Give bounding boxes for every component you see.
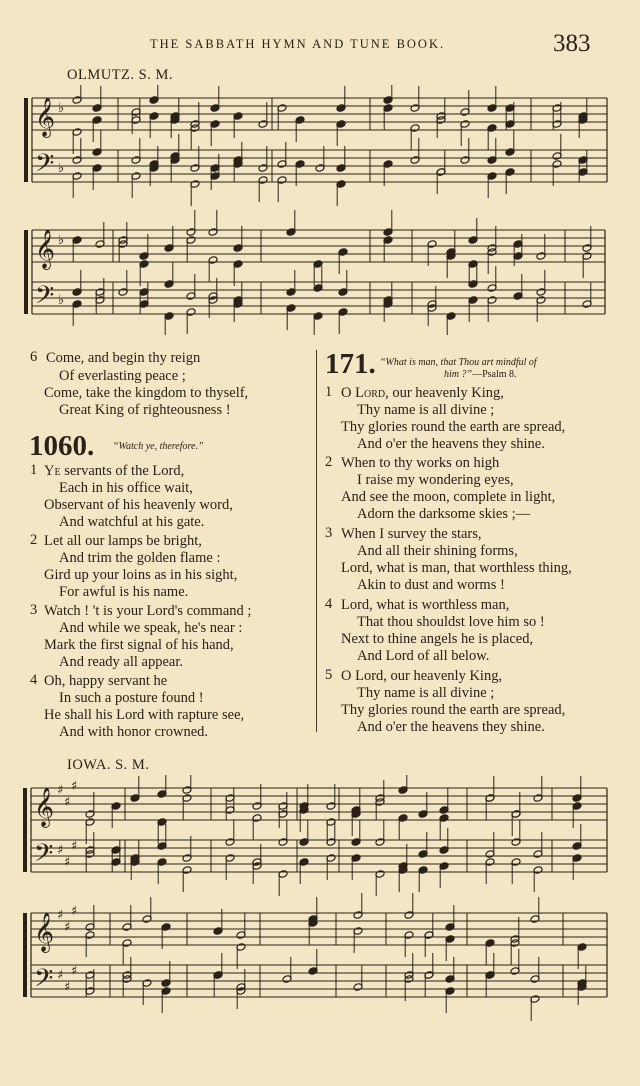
verse-line: That thou shouldst love him so ! (357, 614, 545, 630)
verse-line: And watchful at his gate. (59, 514, 205, 530)
verse-line: And Lord of all below. (357, 648, 490, 664)
verse-line: Adorn the darksome skies ;— (357, 506, 531, 522)
tune-meter: S. M. (138, 67, 174, 83)
verse-line: Let all our lamps be bright, (44, 533, 202, 549)
first-word: O (341, 385, 352, 401)
verse-line: Observant of his heavenly word, (44, 497, 233, 513)
verse-line: Next to thine angels he is placed, (341, 631, 534, 647)
key-signature: ♯ (64, 795, 71, 810)
verse-line: And o'er the heavens they shine. (357, 719, 545, 735)
verse-line: Come, take the kingdom to thyself, (44, 385, 249, 401)
first-word-cap: Lord, (355, 385, 389, 401)
key-signature: ♯ (71, 839, 78, 854)
tune-title-olmutz (67, 67, 173, 84)
verse-line: And see the moon, complete in light, (341, 489, 556, 505)
tune-meter: S. M. (115, 757, 150, 773)
treble-clef: 𝄞 (35, 229, 56, 269)
verse-line (44, 462, 184, 480)
stanza-number: 4 (325, 596, 333, 612)
verse-line: Mark the first signal of his hand, (44, 637, 234, 653)
verse-line: Come, and begin thy reign (46, 350, 201, 366)
brace-bar (23, 913, 27, 997)
verse-line: Gird up your loins as in his sight, (44, 567, 238, 583)
epigraph-reference: —Psalm 8. (472, 369, 517, 380)
verse-line (341, 384, 504, 402)
stanza-number: 3 (30, 602, 38, 618)
olmutz-score (0, 85, 640, 335)
key-signature: ♭ (58, 101, 65, 116)
brace-bar (24, 98, 28, 182)
verse-line: Oh, happy servant he (44, 673, 168, 689)
bass-clef: 𝄢 (35, 149, 55, 184)
verse-line: Thy glories round the earth are spread, (341, 702, 566, 718)
first-word: Ye (44, 463, 61, 479)
verse-line: Of everlasting peace ; (59, 368, 186, 384)
key-signature: ♯ (57, 908, 64, 923)
key-signature: ♯ (71, 904, 78, 919)
running-title: THE SABBATH HYMN AND TUNE BOOK. (150, 37, 446, 51)
key-signature: ♭ (58, 293, 65, 308)
brace-bar (23, 788, 27, 872)
brace-bar (24, 230, 28, 314)
verse-line: When to thy works on high (341, 455, 500, 471)
verse-line: Lord, what is worthless man, (341, 597, 510, 613)
stanza-number: 3 (325, 525, 333, 541)
verse-line: Great King of righteousness ! (59, 402, 231, 418)
page-number: 383 (553, 30, 591, 57)
stanza-number: 1 (325, 384, 333, 400)
hymn-number: 171. (325, 348, 376, 380)
verse-line: And all their shining forms, (357, 543, 518, 559)
tune-name: OLMUTZ. (67, 67, 135, 83)
verse-line: In such a posture found ! (59, 690, 204, 706)
stanza-number: 2 (30, 532, 38, 548)
verse-line: For awful is his name. (59, 584, 189, 600)
key-signature: ♭ (58, 161, 65, 176)
verse-line: I raise my wondering eyes, (357, 472, 514, 488)
key-signature: ♯ (64, 855, 71, 870)
key-signature: ♯ (64, 920, 71, 935)
epigraph-text: him ?” (444, 369, 473, 380)
verse-line: Thy name is all divine ; (357, 685, 495, 701)
hymn-number: 1060. (29, 430, 95, 462)
key-signature: ♯ (64, 980, 71, 995)
verse-line: When I survey the stars, (341, 526, 482, 542)
verse-line: And trim the golden flame : (59, 550, 221, 566)
iowa-score (0, 775, 640, 1086)
key-signature: ♭ (58, 233, 65, 248)
verse-line: Watch ! 't is your Lord's command ; (44, 603, 252, 619)
tune-title-iowa (67, 757, 149, 774)
bass-clef: 𝄢 (35, 281, 55, 316)
verse-line: And ready all appear. (59, 654, 184, 670)
verse-line-rest: servants of the Lord, (64, 463, 185, 479)
tune-name: IOWA. (67, 757, 111, 773)
stanza-number: 2 (325, 454, 333, 470)
verse-line: And with honor crowned. (59, 724, 209, 740)
verse-line: And while we speak, he's near : (59, 620, 243, 636)
treble-clef: 𝄞 (34, 912, 55, 952)
stanza-number: 6 (30, 349, 38, 365)
key-signature: ♯ (57, 843, 64, 858)
key-signature: ♯ (71, 964, 78, 979)
hymn-epigraph: “Watch ye, therefore.” (113, 441, 204, 452)
stanza-number: 4 (30, 672, 38, 688)
verse-line: He shall his Lord with rapture see, (44, 707, 245, 723)
verse-line: And o'er the heavens they shine. (357, 436, 545, 452)
hymn-epigraph-line-1: “What is man, that Thou art mindful of (380, 357, 537, 368)
key-signature: ♯ (71, 779, 78, 794)
verse-line: Thy name is all divine ; (357, 402, 495, 418)
bass-clef: 𝄢 (34, 839, 54, 874)
column-divider (316, 350, 317, 732)
verse-line: O Lord, our heavenly King, (341, 668, 503, 684)
stanza-number: 5 (325, 667, 333, 683)
verse-line: Each in his office wait, (59, 480, 193, 496)
bass-clef: 𝄢 (34, 964, 54, 999)
treble-clef: 𝄞 (35, 97, 56, 137)
verse-line: Thy glories round the earth are spread, (341, 419, 566, 435)
treble-clef: 𝄞 (34, 787, 55, 827)
key-signature: ♯ (57, 968, 64, 983)
stanza-number: 1 (30, 462, 38, 478)
key-signature: ♯ (57, 783, 64, 798)
verse-line: Lord, what is man, that worthless thing, (341, 560, 572, 576)
verse-line: Akin to dust and worms ! (357, 577, 505, 593)
hymn-epigraph-line-2 (444, 369, 517, 381)
verse-line-rest: our heavenly King, (392, 385, 504, 401)
